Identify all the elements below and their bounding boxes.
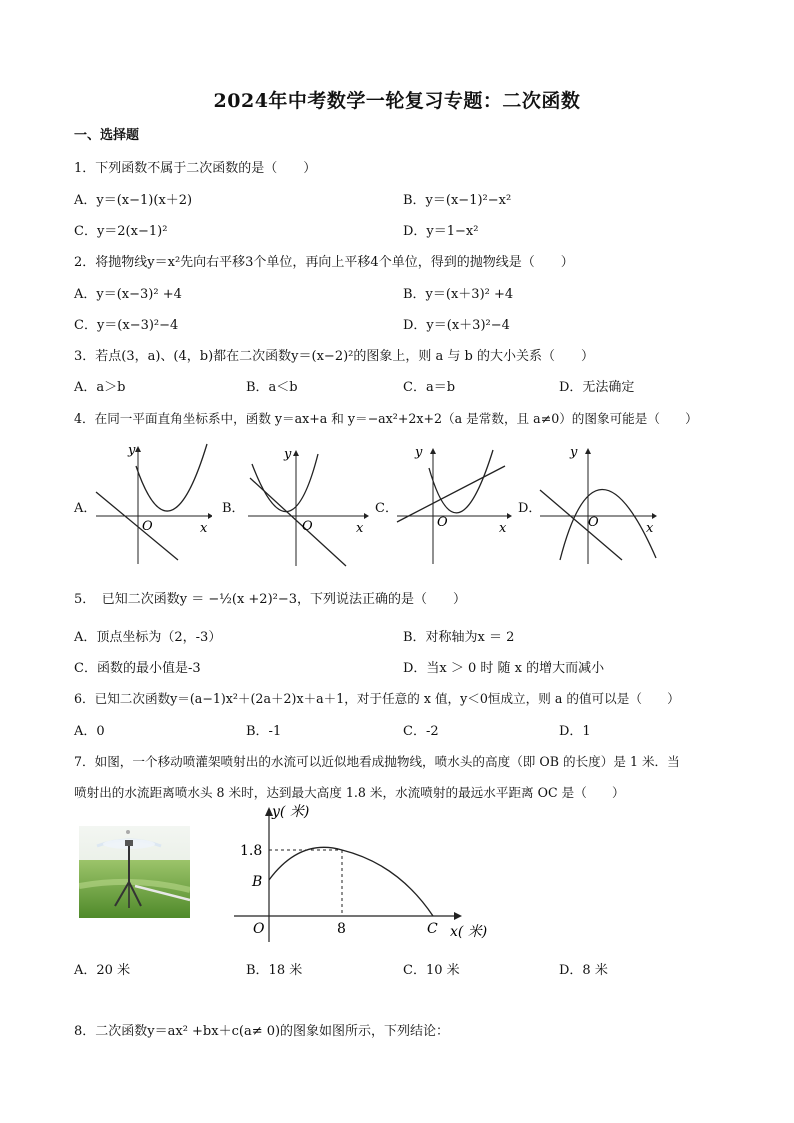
question-4-option-d[interactable]: D． [518,501,542,516]
question-4-option-b[interactable]: B． [222,501,245,516]
y-axis-arrow [430,448,436,454]
question-4-graph-a [92,442,212,567]
question-2-option-a[interactable]: A．y＝(x−3)² +4 [74,287,182,302]
x-axis-label: x [356,521,364,536]
question-4-stem: 4．在同一平面直角坐标系中，函数 y＝ax+a 和 y＝−ax²+2x+2（a 是常数，且 a≠0）的图象可能是（ ） [74,411,698,426]
question-5-option-a[interactable]: A．顶点坐标为（2，-3） [74,630,222,645]
line [96,492,178,560]
question-7-option-b[interactable]: B．18 米 [246,963,303,978]
question-6-option-b[interactable]: B．-1 [246,724,282,739]
question-4-option-c[interactable]: C． [375,501,398,516]
question-5-option-b[interactable]: B．对称轴为x ＝ 2 [403,630,515,645]
parabola [560,489,656,560]
question-1-option-c[interactable]: C．y＝2(x−1)² [74,224,168,239]
question-3-option-b[interactable]: B．a＜b [246,380,298,395]
question-7-graph [228,802,498,944]
question-2-option-b[interactable]: B．y＝(x＋3)² +4 [403,287,514,302]
question-2-option-d[interactable]: D．y＝(x＋3)²−4 [403,318,510,333]
x-axis-arrow [364,513,369,519]
y-axis-label: y [415,445,423,460]
question-1-option-a[interactable]: A．y＝(x−1)(x＋2) [74,193,193,208]
x-axis-label: x [200,521,208,536]
question-1-option-b[interactable]: B．y＝(x−1)²−x² [403,193,512,208]
y-axis-label: y [570,445,578,460]
origin-label: O [142,519,153,534]
y-axis-label: y( 米) [272,804,310,820]
x-tick-label: 8 [337,921,346,937]
question-7-stem-line-2: 喷射出的水流距离喷水头 8 米时，达到最大高度 1.8 米，水流喷射的最远水平距离 OC 是（ ） [74,785,625,800]
point-b-label: B [252,874,263,890]
x-axis-arrow [652,513,657,519]
origin-label: O [588,515,599,530]
x-axis-arrow [507,513,512,519]
question-6-option-a[interactable]: A．0 [74,724,105,739]
question-3-stem: 3．若点(3，a)、(4，b)都在二次函数y＝(x−2)²的图象上，则 a 与 b 的大小关系（ ） [74,349,594,364]
question-3-option-c[interactable]: C．a＝b [403,380,456,395]
question-2-option-c[interactable]: C．y＝(x−3)²−4 [74,318,179,333]
y-axis-arrow [585,448,591,454]
x-axis-label: x [499,521,507,536]
page-title: 2024年中考数学一轮复习专题：二次函数 [213,90,581,112]
line [397,466,505,522]
y-tick-label: 1.8 [240,843,263,859]
y-axis-arrow [293,450,299,456]
question-5-option-c[interactable]: C．函数的最小值是-3 [74,661,201,676]
parabola [252,454,318,512]
question-4-graph-c [395,442,515,567]
y-axis-label: y [128,443,136,458]
question-5-stem: 5． 已知二次函数y ＝ −½(x +2)²−3，下列说法正确的是（ ） [74,592,467,607]
line [540,490,622,560]
question-3-option-a[interactable]: A．a＞b [74,380,126,395]
x-axis-arrow [208,513,212,519]
x-axis-label: x [646,521,654,536]
question-4-graph-b [244,444,372,569]
question-5-option-d[interactable]: D．当x ＞ 0 时 随 x 的增大而减小 [403,661,605,676]
sprinkler-photo [79,826,190,918]
question-7-option-d[interactable]: D．8 米 [559,963,608,978]
question-4-graph-d [538,442,662,567]
origin-label: O [437,515,448,530]
point-c-label: C [427,921,438,937]
question-4-option-a[interactable]: A． [74,501,97,516]
question-1-stem: 1．下列函数不属于二次函数的是（ ） [74,161,317,176]
question-6-option-c[interactable]: C．-2 [403,724,439,739]
x-axis-label: x( 米) [450,924,488,940]
origin-label: O [253,921,265,937]
section-heading: 一、选择题 [74,128,140,143]
question-8-stem: 8．二次函数y＝ax² +bx＋c(a≠ 0)的图象如图所示，下列结论： [74,1024,450,1039]
question-1-option-d[interactable]: D．y＝1−x² [403,224,479,239]
parabola [429,450,493,513]
x-axis-arrow [454,912,462,920]
question-7-stem-line-1: 7．如图，一个移动喷灌架喷射出的水流可以近似地看成抛物线，喷水头的高度（即 OB 的长度）是 1 米．当 [74,754,680,769]
question-6-option-d[interactable]: D．1 [559,724,591,739]
question-3-option-d[interactable]: D．无法确定 [559,380,635,395]
y-axis-arrow [135,446,141,452]
y-axis-label: y [284,447,292,462]
question-7-option-a[interactable]: A．20 米 [74,963,131,978]
parabola [136,444,207,511]
origin-label: O [302,519,313,534]
water-parabola [269,847,433,916]
question-2-stem: 2．将抛物线y＝x²先向右平移3个单位，再向上平移4个单位，得到的抛物线是（ ） [74,255,574,270]
line [250,478,346,566]
question-6-stem: 6．已知二次函数y＝(a−1)x²＋(2a＋2)x＋a＋1，对于任意的 x 值，y＜0恒成立，则 a 的值可以是（ ） [74,691,680,706]
question-7-option-c[interactable]: C．10 米 [403,963,460,978]
